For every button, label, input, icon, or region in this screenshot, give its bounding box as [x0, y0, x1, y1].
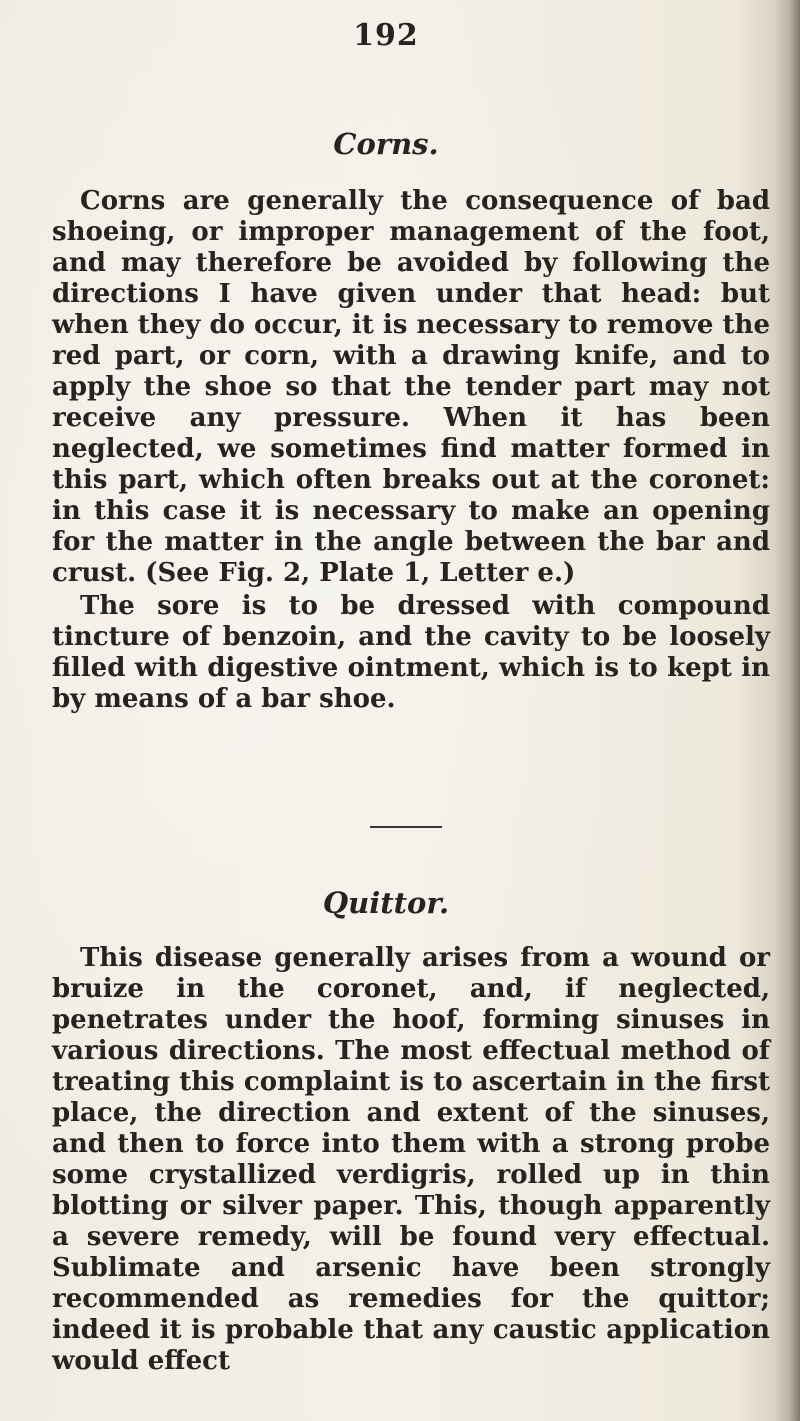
page-number: 192	[353, 18, 419, 53]
section-heading-quittor: Quittor.	[322, 886, 450, 920]
paragraph-corns-2: The sore is to be dressed with compound tincture of benzoin, and the cavity to be loosely filled with digestive ointment, which is to kept in by means of a bar shoe.	[52, 591, 770, 714]
paragraph-corns-1: Corns are generally the consequence of bad shoeing, or improper management of the foot, and may therefore be avoided by following the directions I have given under that head: but when they do occur, it is necessary to remove the red part, or corn, with a drawing knife, and to apply the shoe so that the tender part may not receive any pressure. When it has been neglected, we sometimes find matter formed in this part, which often breaks out at the coronet: in this case it is necessary to make an opening for the matter in the angle between the bar and crust. (See Fig. 2, Plate 1, Letter e.)	[52, 186, 770, 588]
paragraph-quittor-1: This disease generally arises from a wound or bruize in the coronet, and, if neglected, penetrates under the hoof, forming sinuses in various directions. The most effectual method of treating this complaint is to ascertain in the first place, the direction and extent of the sinuses, and then to force into them with a strong probe some crystallized verdigris, rolled up in thin blotting or silver paper. This, though apparently a severe remedy, will be found very effectual. Sublimate and arsenic have been strongly recommended as remedies for the quittor; indeed it is probable that any caustic application would effect	[52, 943, 770, 1376]
page-edge-shadow	[774, 0, 800, 1421]
section-divider	[370, 826, 442, 828]
section-heading-corns: Corns.	[333, 127, 439, 161]
